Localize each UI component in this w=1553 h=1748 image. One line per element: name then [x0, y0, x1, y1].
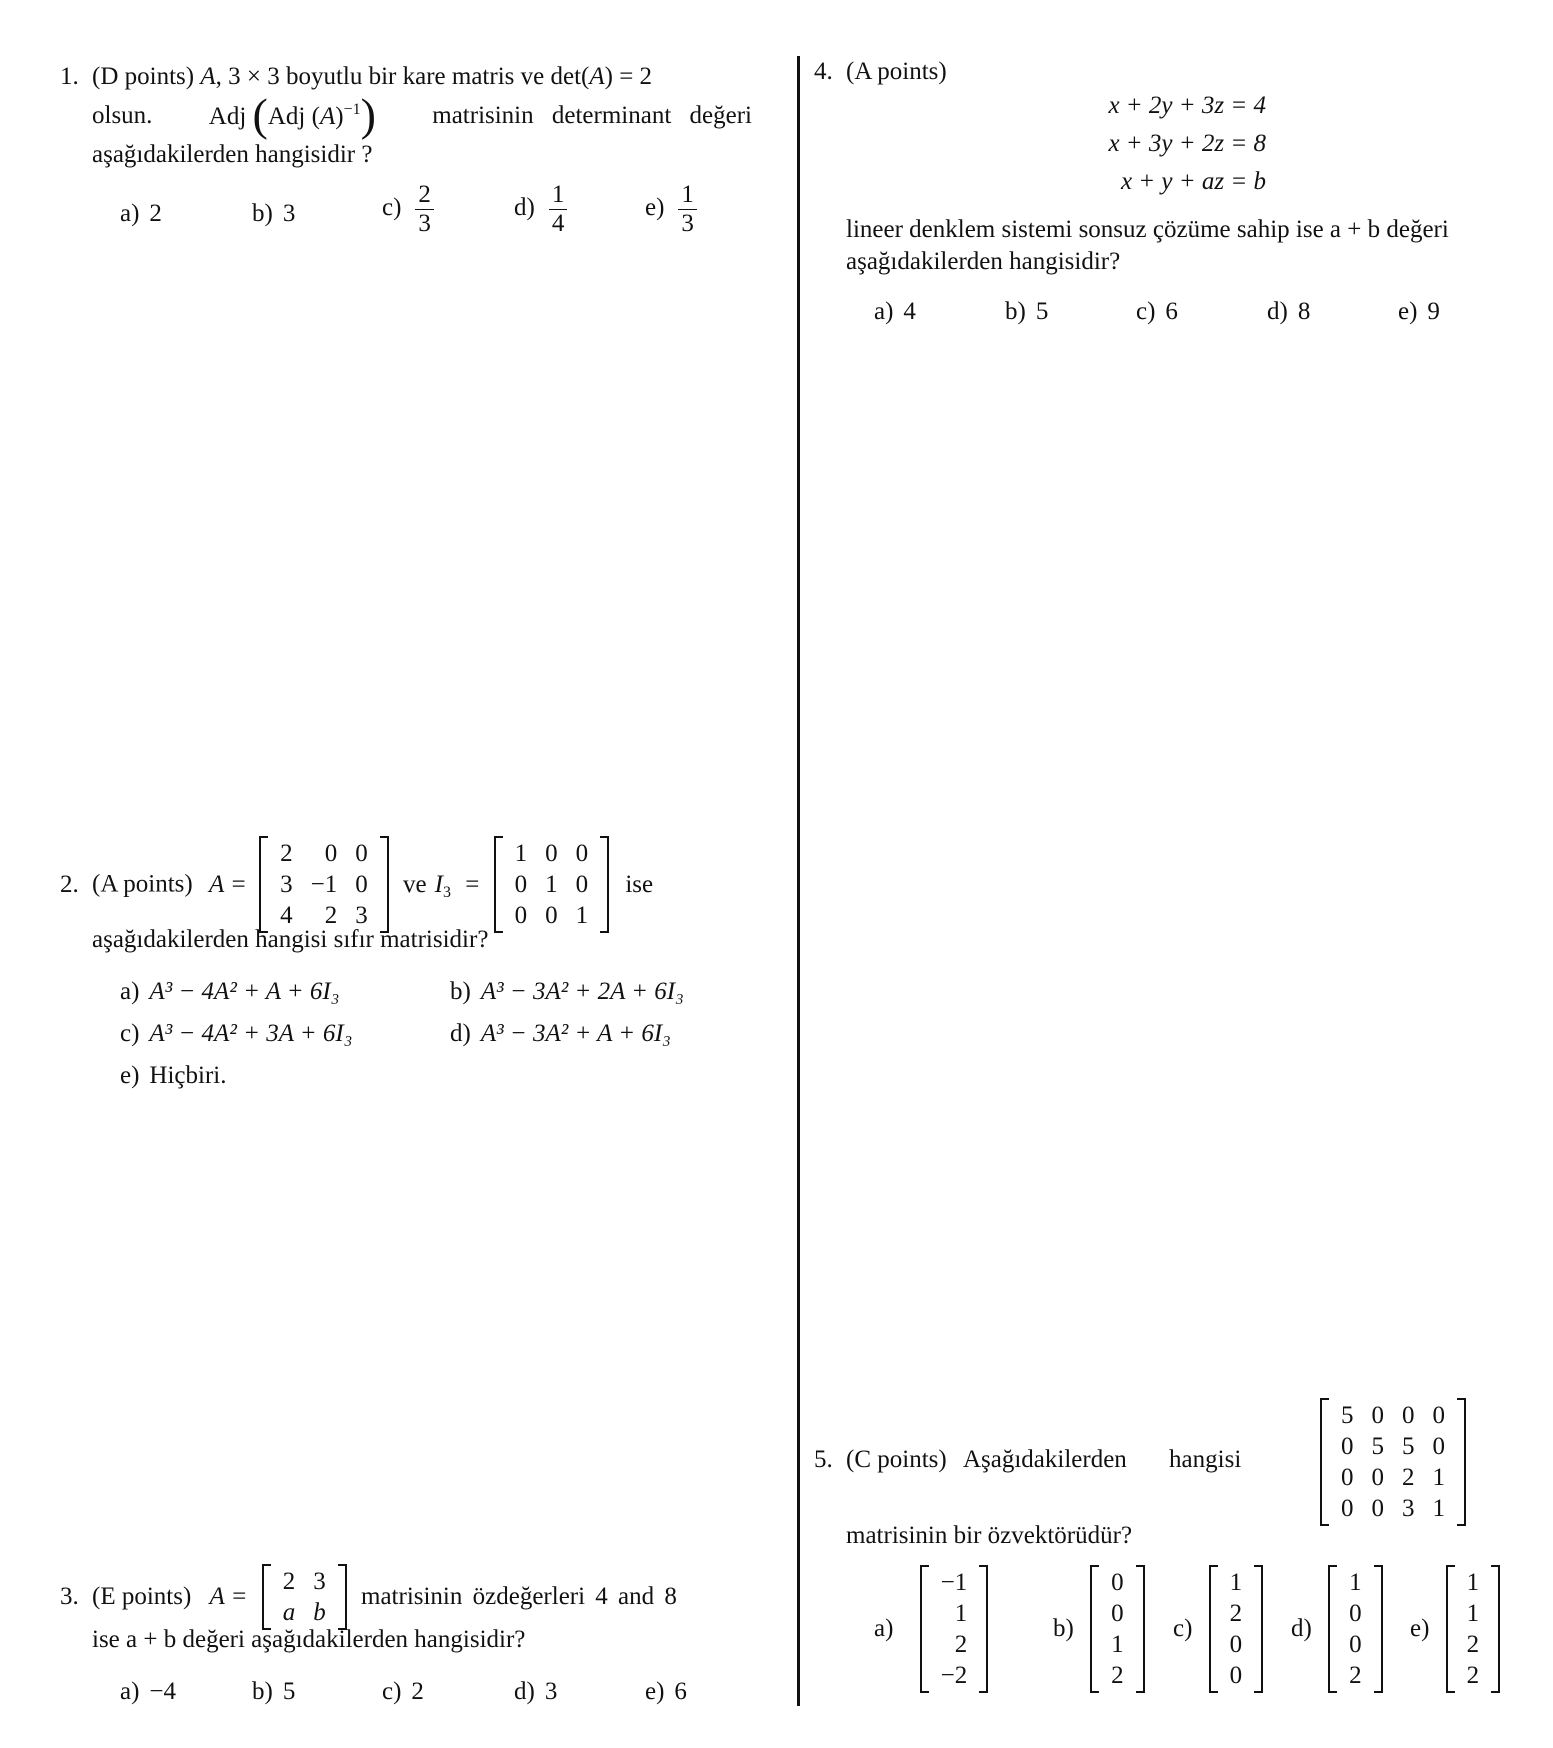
- vector-cell: 1: [1229, 1569, 1243, 1596]
- option-label: e): [645, 194, 665, 222]
- option-label: e): [1410, 1615, 1430, 1642]
- vector-cell: 1: [1466, 1600, 1480, 1627]
- q3-option-b[interactable]: [252, 1678, 295, 1706]
- text: , 3 × 3 boyutlu bir kare matris ve det(: [215, 63, 590, 90]
- option-value: −4: [149, 1678, 177, 1705]
- matrix-cell: 5: [1402, 1433, 1415, 1460]
- text: ): [335, 103, 344, 130]
- option-label: d): [514, 194, 535, 222]
- option-label: a): [120, 978, 140, 1005]
- matrix-cell: 2: [282, 1568, 296, 1595]
- matrix-cell: −1: [310, 871, 338, 898]
- option-value: 3: [544, 1678, 558, 1705]
- q4-option-b[interactable]: [1005, 298, 1048, 326]
- q5-option-b[interactable]: [1053, 1565, 1145, 1693]
- vector-cell: 0: [1111, 1569, 1124, 1596]
- subscript: 3: [442, 883, 451, 901]
- vector-cell: 2: [1229, 1600, 1243, 1627]
- option-label: b): [252, 200, 273, 227]
- vector-cell: 1: [954, 1600, 968, 1627]
- q5-option-d[interactable]: [1291, 1565, 1383, 1693]
- matrix-cell: 1: [514, 840, 528, 867]
- q5-option-c[interactable]: [1173, 1565, 1263, 1693]
- option-label: c): [1173, 1615, 1193, 1642]
- option-value: 4: [903, 298, 916, 325]
- numerator: 1: [549, 182, 568, 210]
- vector-cell: 2: [1349, 1662, 1362, 1689]
- matrix-identity: [494, 836, 610, 933]
- math-var: A: [589, 63, 605, 90]
- matrix-cell: 2: [324, 902, 338, 929]
- identity-label: [434, 870, 451, 901]
- math-var: A =: [209, 1583, 248, 1610]
- option-label: d): [450, 1020, 471, 1047]
- text: hangisi: [1169, 1446, 1242, 1473]
- matrix-cell: 1: [575, 902, 589, 929]
- question-number: 3.: [60, 1583, 79, 1610]
- q5-option-a[interactable]: [874, 1565, 988, 1693]
- question-number: 2.: [60, 870, 79, 898]
- option-value: 2: [149, 200, 162, 227]
- question-4-line2: aşağıdakilerden hangisidir?: [846, 248, 1121, 275]
- q1-option-b[interactable]: [252, 200, 295, 228]
- math-var: A: [200, 63, 216, 90]
- points-label: (A points): [846, 58, 947, 85]
- option-label: e): [1398, 298, 1418, 325]
- question-4-line1: lineer denklem sistemi sonsuz çözüme sahip ise a + b değeri: [846, 216, 1449, 243]
- vector-cell: 1: [1111, 1631, 1124, 1658]
- question-5: [814, 1446, 1241, 1474]
- q2-option-b[interactable]: [450, 978, 684, 1006]
- option-label: b): [1053, 1615, 1074, 1642]
- option-value: 6: [674, 1678, 687, 1705]
- text: matrisinin özdeğerleri 4 and 8: [361, 1583, 677, 1610]
- equation-2: x + 3y + 2z = 8: [1108, 130, 1266, 157]
- matrix-cell: 0: [1402, 1402, 1415, 1429]
- matrix-cell: 1: [545, 871, 558, 898]
- vector-cell: 0: [1349, 1631, 1362, 1658]
- text: matrisinin determinant değeri: [432, 102, 752, 129]
- option-label: d): [1291, 1615, 1312, 1642]
- points-label: (A points): [92, 870, 193, 898]
- text: ) = 2: [604, 63, 653, 90]
- numerator: 2: [415, 182, 434, 210]
- q2-option-d[interactable]: [450, 1020, 671, 1048]
- matrix-cell: 1: [1432, 1495, 1445, 1522]
- matrix-cell: 0: [1371, 1495, 1384, 1522]
- matrix-cell: 3: [1402, 1495, 1415, 1522]
- matrix-cell: 0: [1432, 1402, 1445, 1429]
- option-label: d): [1267, 298, 1288, 325]
- math-var: I: [434, 870, 443, 898]
- text: Adj: [208, 103, 247, 130]
- q5-option-e[interactable]: [1410, 1565, 1500, 1693]
- q4-option-c[interactable]: [1136, 298, 1178, 326]
- option-value: 5: [282, 1678, 296, 1705]
- question-1: [60, 58, 752, 174]
- option-value: 9: [1427, 298, 1440, 325]
- matrix-a: [259, 836, 389, 933]
- numerator: 1: [678, 182, 697, 210]
- question-number: 5.: [814, 1446, 833, 1473]
- option-label: a): [120, 200, 140, 227]
- paren: ): [360, 89, 376, 140]
- option-label: b): [1005, 298, 1026, 325]
- question-3-line2: ise a + b değeri aşağıdakilerden hangisidir?: [92, 1626, 526, 1653]
- vector: [1090, 1565, 1145, 1693]
- vector-cell: 0: [1349, 1600, 1362, 1627]
- question-4: [814, 58, 947, 86]
- matrix-cell: 0: [545, 902, 558, 929]
- vector: [1209, 1565, 1264, 1693]
- option-expr: Hiçbiri.: [149, 1062, 227, 1089]
- question-2: [60, 836, 760, 933]
- q1-option-d[interactable]: [514, 182, 571, 238]
- option-label: c): [382, 194, 402, 222]
- q4-option-e[interactable]: [1398, 298, 1440, 326]
- math-var: A: [319, 103, 336, 130]
- matrix-cell: 0: [514, 902, 528, 929]
- question-1-text: [60, 58, 752, 96]
- denominator: 3: [418, 210, 431, 238]
- option-label: e): [120, 1062, 140, 1089]
- text: ise: [625, 870, 654, 898]
- points-label: (D points): [92, 63, 195, 90]
- matrix-cell: 0: [1341, 1464, 1354, 1491]
- matrix-cell: 5: [1371, 1433, 1384, 1460]
- q3-option-a[interactable]: [120, 1678, 176, 1706]
- matrix-4x4: [1320, 1398, 1466, 1526]
- option-label: c): [120, 1020, 140, 1047]
- vector-cell: 2: [1111, 1662, 1124, 1689]
- q1-option-a[interactable]: [120, 200, 162, 228]
- matrix-cell: 0: [575, 871, 589, 898]
- matrix-cell: 0: [1432, 1433, 1445, 1460]
- vector-cell: 0: [1111, 1600, 1124, 1627]
- q2-option-e[interactable]: [120, 1062, 227, 1090]
- question-number: 1.: [60, 63, 79, 90]
- matrix-cell: 0: [545, 840, 558, 867]
- vector-cell: 1: [1349, 1569, 1362, 1596]
- q2-option-c[interactable]: [120, 1020, 352, 1048]
- matrix-cell: 0: [1341, 1495, 1354, 1522]
- q3-option-c[interactable]: [382, 1678, 424, 1706]
- matrix-cell: 0: [355, 840, 368, 867]
- text: ve: [403, 870, 427, 898]
- text: =: [465, 870, 480, 898]
- matrix-cell: 0: [1371, 1464, 1384, 1491]
- vector: [1328, 1565, 1383, 1693]
- matrix-cell: 4: [280, 902, 293, 929]
- matrix-cell: 2: [280, 840, 293, 867]
- matrix-cell: 0: [514, 871, 528, 898]
- q1-option-c[interactable]: [382, 182, 438, 238]
- vector: [1446, 1565, 1501, 1693]
- option-label: d): [514, 1678, 535, 1705]
- option-expr: A³ − 3A² + 2A + 6I₃: [480, 978, 684, 1005]
- option-label: a): [874, 298, 894, 325]
- math-var: A =: [208, 870, 247, 898]
- option-expr: A³ − 4A² + 3A + 6I₃: [149, 1020, 353, 1047]
- question-number: 4.: [814, 58, 833, 85]
- text: Adj (: [267, 103, 320, 130]
- question-3: [60, 1564, 760, 1630]
- option-value: 6: [1165, 298, 1178, 325]
- vector-cell: −1: [940, 1569, 968, 1596]
- matrix-cell: 1: [1432, 1464, 1445, 1491]
- text: Aşağıdakilerden: [962, 1446, 1127, 1473]
- fraction: [549, 182, 568, 238]
- option-value: 2: [411, 1678, 424, 1705]
- column-divider: [797, 56, 800, 1706]
- matrix-cell: 3: [355, 902, 368, 929]
- denominator: 3: [681, 210, 694, 238]
- adj-expression: [208, 89, 376, 140]
- option-label: a): [120, 1678, 140, 1705]
- option-label: a): [874, 1615, 894, 1642]
- option-value: 8: [1297, 298, 1311, 325]
- vector-cell: −2: [940, 1662, 968, 1689]
- question-5-line2: matrisinin bir özvektörüdür?: [846, 1522, 1133, 1549]
- matrix-cell: 0: [1371, 1402, 1384, 1429]
- q3-option-e[interactable]: [645, 1678, 687, 1706]
- question-1-line3: aşağıdakilerden hangisidir ?: [92, 141, 373, 168]
- option-label: b): [450, 978, 471, 1005]
- q1-option-e[interactable]: [645, 182, 701, 238]
- matrix-cell: 5: [1341, 1402, 1354, 1429]
- fraction: [678, 182, 697, 238]
- vector-cell: 2: [1466, 1631, 1480, 1658]
- question-1-line2: [60, 89, 752, 140]
- q4-option-a[interactable]: [874, 298, 916, 326]
- points-label: (C points): [846, 1446, 947, 1473]
- option-label: c): [382, 1678, 402, 1705]
- option-label: b): [252, 1678, 273, 1705]
- matrix-cell: 3: [280, 871, 293, 898]
- equation-3: x + y + az = b: [1120, 168, 1266, 195]
- option-expr: A³ − 3A² + A + 6I₃: [480, 1020, 671, 1047]
- vector-cell: 0: [1229, 1631, 1243, 1658]
- matrix-cell: 0: [1341, 1433, 1354, 1460]
- option-expr: A³ − 4A² + A + 6I₃: [149, 978, 340, 1005]
- vector-cell: 2: [1466, 1662, 1480, 1689]
- vector: [920, 1565, 989, 1693]
- exponent: −1: [343, 101, 361, 118]
- matrix-2x2: [262, 1564, 347, 1630]
- option-value: 3: [282, 200, 296, 227]
- fraction: [415, 182, 434, 238]
- option-label: c): [1136, 298, 1156, 325]
- question-2-line2: aşağıdakilerden hangisi sıfır matrisidir?: [92, 926, 489, 953]
- points-label: (E points): [92, 1583, 192, 1610]
- matrix-cell: 0: [575, 840, 589, 867]
- vector-cell: 2: [954, 1631, 968, 1658]
- option-value: 5: [1035, 298, 1049, 325]
- matrix-cell: a: [282, 1599, 296, 1626]
- vector-cell: 0: [1229, 1662, 1243, 1689]
- matrix-cell: b: [313, 1599, 326, 1626]
- matrix-cell: 0: [324, 840, 338, 867]
- matrix-cell: 2: [1402, 1464, 1415, 1491]
- option-label: e): [645, 1678, 665, 1705]
- text: olsun.: [92, 102, 153, 129]
- equation-1: x + 2y + 3z = 4: [1108, 92, 1266, 119]
- q3-option-d[interactable]: [514, 1678, 557, 1706]
- paren: (: [252, 89, 268, 140]
- vector-cell: 1: [1466, 1569, 1480, 1596]
- q2-option-a[interactable]: [120, 978, 339, 1006]
- matrix-cell: 3: [313, 1568, 326, 1595]
- denominator: 4: [551, 210, 565, 238]
- matrix-cell: 0: [355, 871, 368, 898]
- q4-option-d[interactable]: [1267, 298, 1310, 326]
